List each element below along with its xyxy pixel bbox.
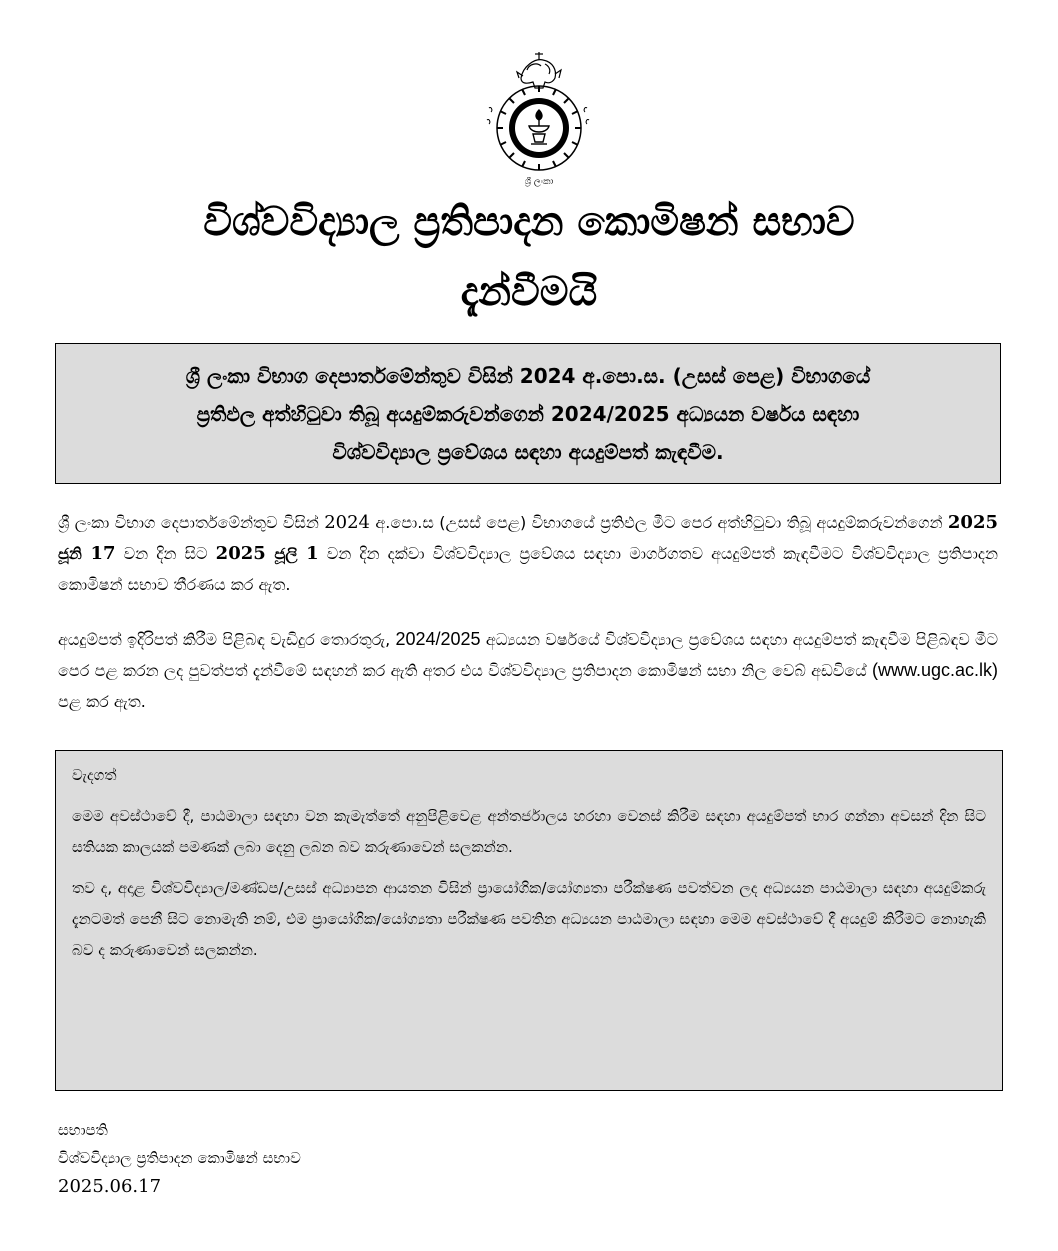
website-link[interactable]: (www.ugc.ac.lk) <box>871 660 998 680</box>
para1-text-3: වන දින සිට <box>115 544 216 563</box>
signature-organization: විශ්වවිද්‍යාල ප්‍රතිපාදන කොමිෂන් සභාව <box>58 1149 301 1167</box>
para2-text-1: අයදුම්පත් ඉදිරිපත් කිරීම පිළිබඳ වැඩිදුර තොරතුරු, <box>58 630 396 649</box>
para1-text-2: අ.පො.ස (උසස් පෙළ) විභාගයේ ප්‍රතිඵල මීට පෙර අත්හිටුවා තිබූ අයදුම්කරුවන්ගෙන් <box>370 513 948 532</box>
para2-text-3: පළ කර ඇත. <box>58 692 146 711</box>
important-notice-box <box>55 750 1003 1091</box>
para1-start-month: ජූනි <box>58 544 91 563</box>
para1-start-year: 2025 <box>947 512 998 533</box>
para1-end-year: 2025 <box>215 543 266 564</box>
heading-box <box>55 343 1001 484</box>
para2-academic-year: 2024/2025 <box>395 629 481 649</box>
page-title: විශ්වවිද්‍යාල ප්‍රතිපාදන කොමිෂන් සභාව <box>203 199 855 245</box>
notice-subtitle: දැන්වීමයි <box>460 269 598 315</box>
notice-paragraph-1: මෙම අවස්ථාවේ දී, පාඨමාලා සඳහා වන කැමැත්තේ අනුපිළිවෙළ අන්තර්ජාලය හරහා වෙනස් කිරීම සඳහා අයදුම්පත් භාර ගන්නා අවසන් දින සිට සතියක කාලයක් පමණක් ලබා දෙනු ලබන බව කරුණාවෙන් සලකන්න. <box>72 807 986 856</box>
body-paragraph-1 <box>58 507 998 600</box>
body-paragraph-2 <box>58 624 998 717</box>
para1-end-day: 1 <box>306 543 319 564</box>
para1-text-4: වන දින දක්වා විශ්වවිද්‍යාල ප්‍රවේශය සඳහා මාර්ගගතව අයදුම්පත් කැඳවීමට විශ්වවිද්‍යාල ප්‍රතිපාදන කොමිෂන් සභාව තීරණය කර ඇත. <box>58 544 998 594</box>
para1-exam-year: 2024 <box>324 512 371 533</box>
para1-end-month: ජූලි <box>265 544 307 563</box>
ugc-emblem-icon <box>483 48 595 188</box>
heading-line-1: ශ්‍රී ලංකා විභාග දෙපාර්තමේන්තුව විසින් 2024 අ.පො.ස. (උසස් පෙළ) විභාගයේ <box>185 363 871 388</box>
notice-label: වැදගත් <box>72 766 117 784</box>
notice-paragraph-2: තව ද, අදාළ විශ්වවිද්‍යාල/මණ්ඩප/උසස් අධ්‍යාපන ආයතන විසින් ප්‍රායෝගික/යෝග්‍යතා පරීක්ෂණ පවත්වන ලද අධ්‍යයන පාඨමාලා සඳහා අයදුම්කරු දැනටමත් පෙනී සිට නොමැති නම්, එම ප්‍රායෝගික/යෝග්‍යතා පරීක්ෂණ පවතින අධ්‍යයන පාඨමාලා සඳහා මෙම අවස්ථාවේ දී අයදුම් කිරීමට නොහැකි බව ද කරුණාවෙන් සලකන්න. <box>72 879 986 959</box>
signature-role: සභාපති <box>58 1121 108 1139</box>
heading-line-3: විශ්වවිද්‍යාල ප්‍රවේශය සඳහා අයදුම්පත් කැඳවීම. <box>332 439 724 464</box>
para1-start-day: 17 <box>90 543 116 564</box>
emblem-caption: ශ්‍රී ලංකා <box>524 177 554 187</box>
signature-date: 2025.06.17 <box>58 1176 162 1197</box>
signature-block <box>58 1116 658 1202</box>
heading-line-2: ප්‍රතිඵල අත්හිටුවා තිබූ අයදුම්කරුවන්ගෙන් 2024/2025 අධ්‍යයන වර්ෂය සඳහා <box>196 401 860 426</box>
para1-text-1: ශ්‍රී ලංකා විභාග දෙපාර්තමේන්තුව විසින් <box>58 513 325 532</box>
para2-text-2: අධ්‍යයන වර්ෂයේ විශ්වවිද්‍යාල ප්‍රවේශය සඳහා අයදුම්පත් කැඳවීම පිළිබඳව මීට පෙර පළ කරන ලද පුවත්පත් දැන්වීමේ සඳහන් කර ඇති අතර එය විශ්වවිද්‍යාල ප්‍රතිපාදන කොමිෂන් සභා නිල වෙබ් අඩවියේ <box>58 630 998 680</box>
